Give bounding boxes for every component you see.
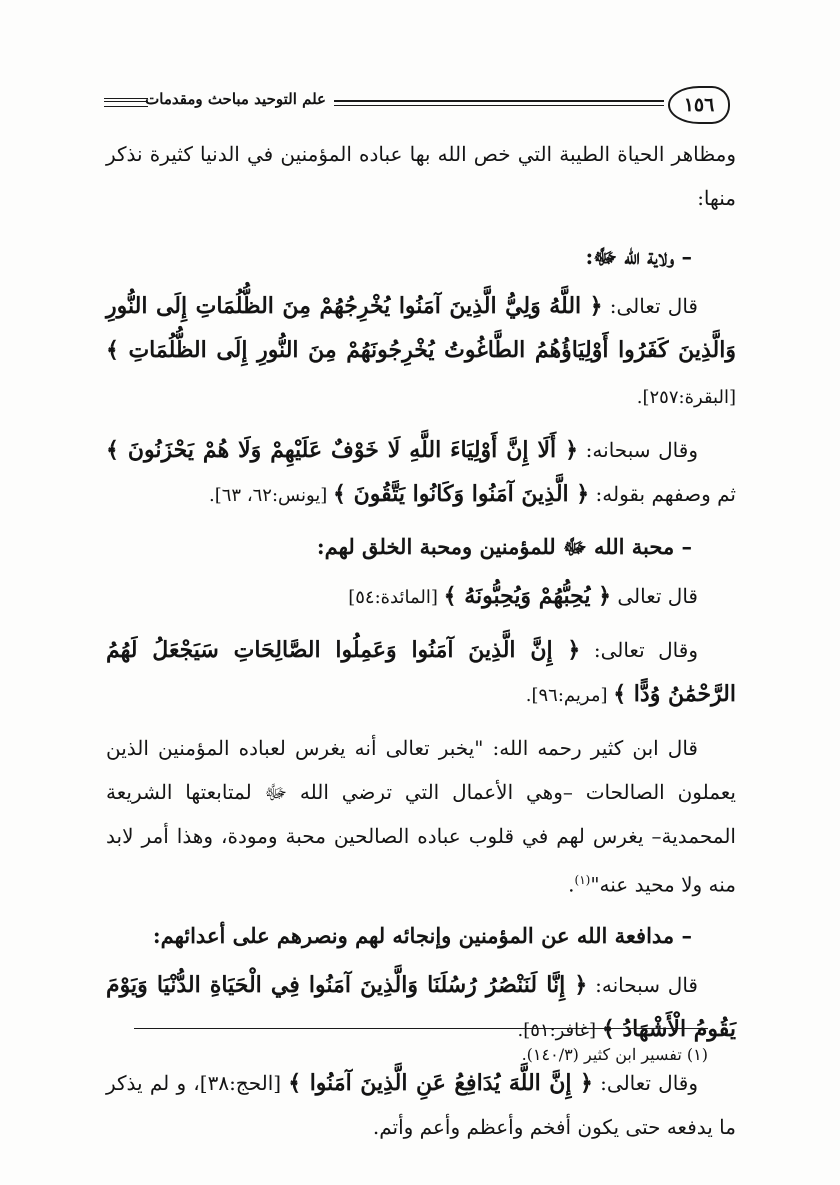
quote-lead: وقال سبحانه: [578,438,698,462]
quran-verse: ﴿ إِنَّ الَّذِينَ آمَنُوا وَعَمِلُوا الصَّالِحَاتِ سَيَجْعَلُ لَهُمُ الرَّحْمَٰنُ وُدًّا ﴾ [106,637,736,707]
intro-paragraph: ومظاهر الحياة الطيبة التي خص الله بها عباده المؤمنين في الدنيا كثيرة نذكر منها: [106,142,736,210]
quote-lead: قال تعالى [611,584,698,608]
page-number: ١٥٦ [668,86,730,124]
verse-reference: [البقرة:٢٥٧]. [636,387,736,408]
verse-reference: [المائدة:٥٤] [348,587,444,608]
quran-verse: ﴿ إِنَّ اللَّهَ يُدَافِعُ عَنِ الَّذِينَ آمَنُوا ﴾ [288,1069,593,1096]
book-title: علم التوحيد مباحث ومقدمات [145,90,326,108]
quote-lead: وقال تعالى: [580,638,698,662]
quran-verse: ﴿ الَّذِينَ آمَنُوا وَكَانُوا يَتَّقُونَ ﴾ [333,481,590,507]
section-heading-mudafaah: – مدافعة الله عن المؤمنين وإنجائه لهم ونصرهم على أعدائهم: [152,922,692,948]
page-body [106,132,736,1149]
quote-lead: وقال تعالى: [592,1070,699,1095]
footnote-separator [134,1028,708,1029]
quote-paragraph [106,1061,736,1149]
quote-lead: قال سبحانه: [587,972,698,997]
footnote-marker[interactable]: (١) [574,873,591,887]
verse-reference: [الحج:٣٨]، و لم يذكر ما يدفعه حتى يكون أفخم وأعظم وأعم وأتم. [106,1070,736,1139]
quran-verse: ﴿ اللَّهُ وَلِيُّ الَّذِينَ آمَنُوا يُخْرِجُهُمْ مِنَ الظُّلُمَاتِ إِلَى النُّورِ وَالَّذِينَ كَفَرُوا أَوْلِيَاؤُهُمُ الطَّاغُوتُ يُخْرِجُونَهُمْ مِنَ النُّورِ إِلَى الظُّلُمَاتِ ﴾ [106,293,736,363]
quran-verse: ﴿ إِنَّا لَنَنْصُرُ رُسُلَنَا وَالَّذِينَ آمَنُوا فِي الْحَيَاةِ الدُّنْيَا وَيَوْمَ يَقُومُ الْأَشْهَادُ ﴾ [106,971,736,1042]
quote-paragraph [106,284,736,420]
quote-paragraph [106,574,736,620]
quran-verse: ﴿ يُحِبُّهُمْ وَيُحِبُّونَهُ ﴾ [443,583,612,609]
quote-end: . [568,872,575,897]
quote-connector: ثم وصفهم بقوله: [589,482,736,506]
header-rule-thin [334,105,664,106]
quote-paragraph [106,628,736,718]
quote-lead: قال تعالى: [602,294,698,318]
quote-paragraph [106,428,736,518]
footnote: (١) تفسير ابن كثير (١٤٠/٣). [521,1045,708,1064]
quote-text: قال ابن كثير رحمه الله: "يخبر تعالى أنه يغرس لعباده المؤمنين الذين يعملون الصالحات –وهي الأعمال التي ترضي الله ﷻ لمتابعتها الشريعة المحمدية– يغرس لهم في قلوب عباده الصالحين محبة ومودة، وهذا أمر لابد منه ولا محيد عنه" [106,736,736,897]
verse-reference: [مريم:٩٦]. [525,685,614,706]
header-ornament-rule [104,98,148,107]
running-header [100,86,730,126]
section-heading-wilayah: – ولاية الله ﷻ: [585,244,692,269]
quran-verse: ﴿ أَلَا إِنَّ أَوْلِيَاءَ اللَّهِ لَا خَوْفٌ عَلَيْهِمْ وَلَا هُمْ يَحْزَنُونَ ﴾ [106,437,578,463]
ibn-kathir-paragraph [106,726,736,907]
verse-reference: [يونس:٦٢، ٦٣]. [209,485,334,506]
verse-reference: [غافر:٥١]. [517,1019,602,1041]
header-rule [334,100,664,102]
quote-paragraph [106,963,736,1053]
section-heading-mahabbah: – محبة الله ﷻ للمؤمنين ومحبة الخلق لهم: [316,534,692,559]
